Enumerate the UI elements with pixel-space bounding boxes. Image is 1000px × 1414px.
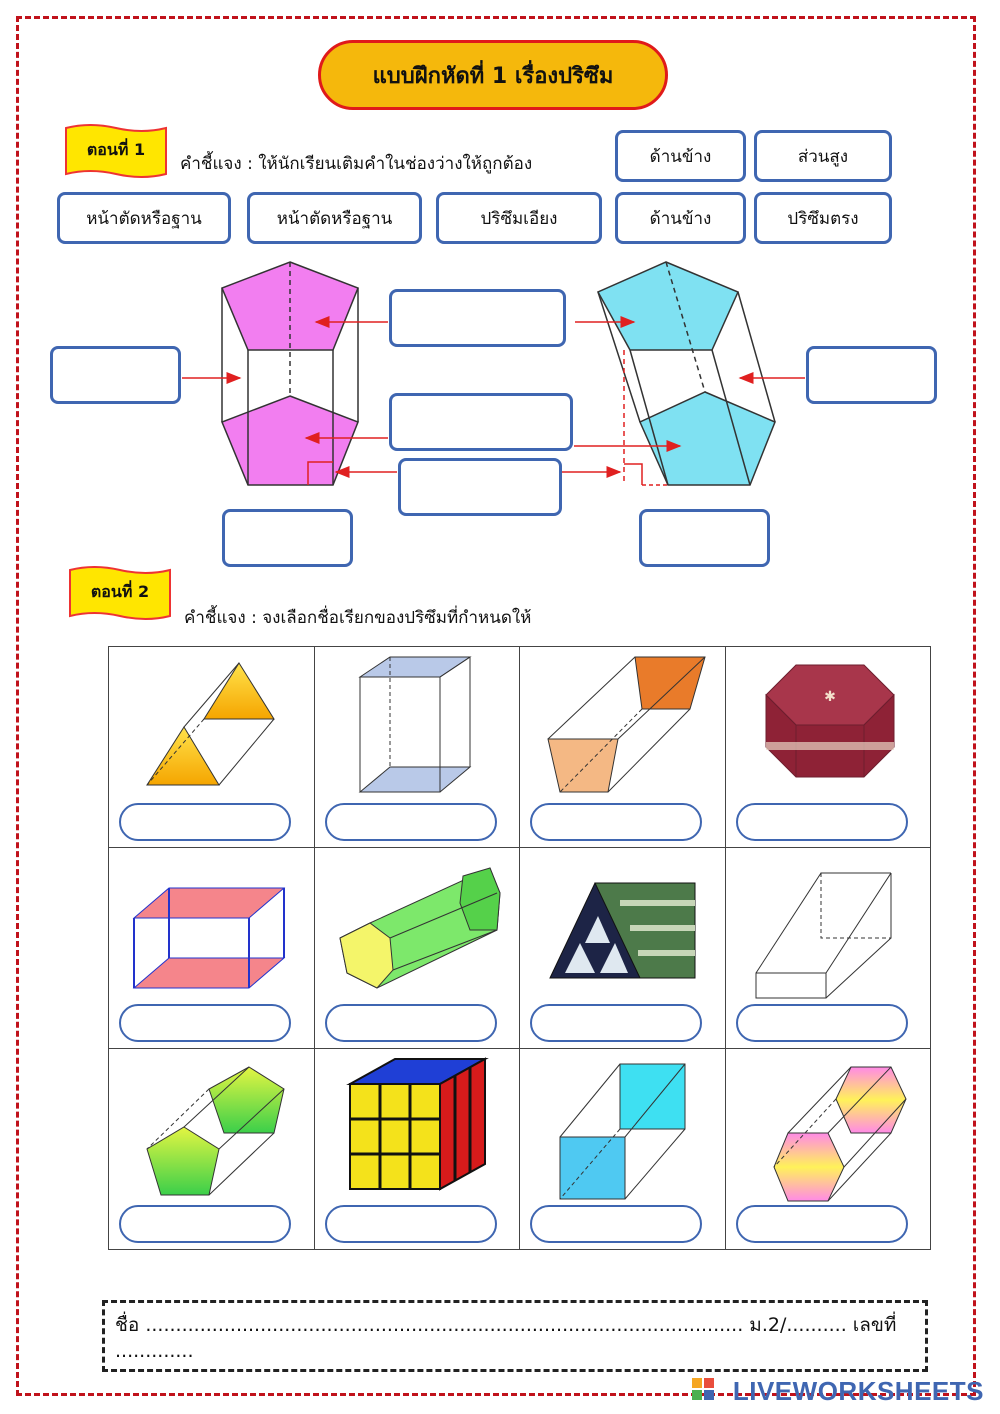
grid-cell xyxy=(314,848,520,1049)
grid-cell xyxy=(520,848,726,1049)
answer-box[interactable] xyxy=(222,509,353,567)
svg-text:✱: ✱ xyxy=(823,689,836,705)
answer-box[interactable] xyxy=(398,458,562,516)
answer-pill[interactable] xyxy=(119,803,291,841)
part2-flag xyxy=(68,566,172,618)
oblique-square-prism-icon xyxy=(520,1049,725,1209)
word-bank-item[interactable]: ส่วนสูง xyxy=(754,130,892,182)
answer-pill[interactable] xyxy=(530,1004,702,1042)
word-bank-item[interactable]: ปริซึมตรง xyxy=(754,192,892,244)
worksheet-title: แบบฝึกหัดที่ 1 เรื่องปริซึม xyxy=(318,40,668,110)
answer-pill[interactable] xyxy=(736,803,908,841)
liveworksheets-logo-icon xyxy=(692,1378,714,1400)
rubiks-cube-image xyxy=(315,1049,520,1209)
answer-pill[interactable] xyxy=(325,803,497,841)
answer-pill[interactable] xyxy=(736,1004,908,1042)
answer-pill[interactable] xyxy=(325,1205,497,1243)
word-bank-item[interactable]: หน้าตัดหรือฐาน xyxy=(247,192,422,244)
right-prism-figure xyxy=(222,262,358,485)
hexagonal-prism-green-icon xyxy=(315,848,520,1008)
answer-pill[interactable] xyxy=(119,1004,291,1042)
answer-box[interactable] xyxy=(639,509,770,567)
part2-label: ตอนที่ 2 xyxy=(90,581,150,601)
oblique-rectangular-prism-icon xyxy=(726,848,931,1008)
grid-cell xyxy=(725,1049,931,1250)
grid-cell xyxy=(725,647,931,848)
grid-cell xyxy=(314,647,520,848)
word-bank-item[interactable]: ด้านข้าง xyxy=(615,130,746,182)
grid-cell xyxy=(109,848,315,1049)
part1-label: ตอนที่ 1 xyxy=(86,139,146,159)
triangular-prism-icon xyxy=(109,647,314,807)
part2-instruction: คำชี้แจง : จงเลือกชื่อเรียกของปริซึมที่กำหนดให้ xyxy=(184,608,532,628)
word-bank-item[interactable]: ปริซึมเอียง xyxy=(436,192,602,244)
answer-pill[interactable] xyxy=(119,1205,291,1243)
answer-pill[interactable] xyxy=(736,1205,908,1243)
answer-box[interactable] xyxy=(50,346,181,404)
oblique-hexagonal-prism-icon xyxy=(726,1049,931,1209)
student-info-line[interactable]: ชื่อ ................................................................................................... ม.2/.......... เลขที่ ............. xyxy=(115,1314,897,1362)
trapezoidal-prism-icon xyxy=(520,647,725,807)
grid-cell xyxy=(109,1049,315,1250)
answer-pill[interactable] xyxy=(530,803,702,841)
grid-cell xyxy=(725,848,931,1049)
word-bank-item[interactable]: ด้านข้าง xyxy=(615,192,746,244)
liveworksheets-brand: LIVEWORKSHEETS xyxy=(732,1376,984,1406)
triangle-pillow-image xyxy=(520,848,725,1008)
grid-cell xyxy=(520,647,726,848)
oblique-pentagonal-prism-icon xyxy=(109,1049,314,1209)
prism-grid xyxy=(108,646,931,1250)
answer-pill[interactable] xyxy=(325,1004,497,1042)
part1-flag xyxy=(64,124,168,176)
answer-box[interactable] xyxy=(806,346,937,404)
rectangular-prism-pink-icon xyxy=(109,848,314,1008)
part1-instruction: คำชี้แจง : ให้นักเรียนเติมคำในช่องว่างให้ถูกต้อง xyxy=(180,154,533,174)
oblique-prism-figure xyxy=(598,262,775,485)
answer-box[interactable] xyxy=(389,289,566,347)
answer-box[interactable] xyxy=(389,393,573,451)
word-bank-item[interactable]: หน้าตัดหรือฐาน xyxy=(57,192,231,244)
student-info-box xyxy=(102,1300,928,1372)
grid-cell xyxy=(109,647,315,848)
grid-cell xyxy=(520,1049,726,1250)
answer-pill[interactable] xyxy=(530,1205,702,1243)
grid-cell xyxy=(314,1049,520,1250)
rectangular-prism-icon xyxy=(315,647,520,807)
hexagonal-box-image xyxy=(726,647,931,807)
